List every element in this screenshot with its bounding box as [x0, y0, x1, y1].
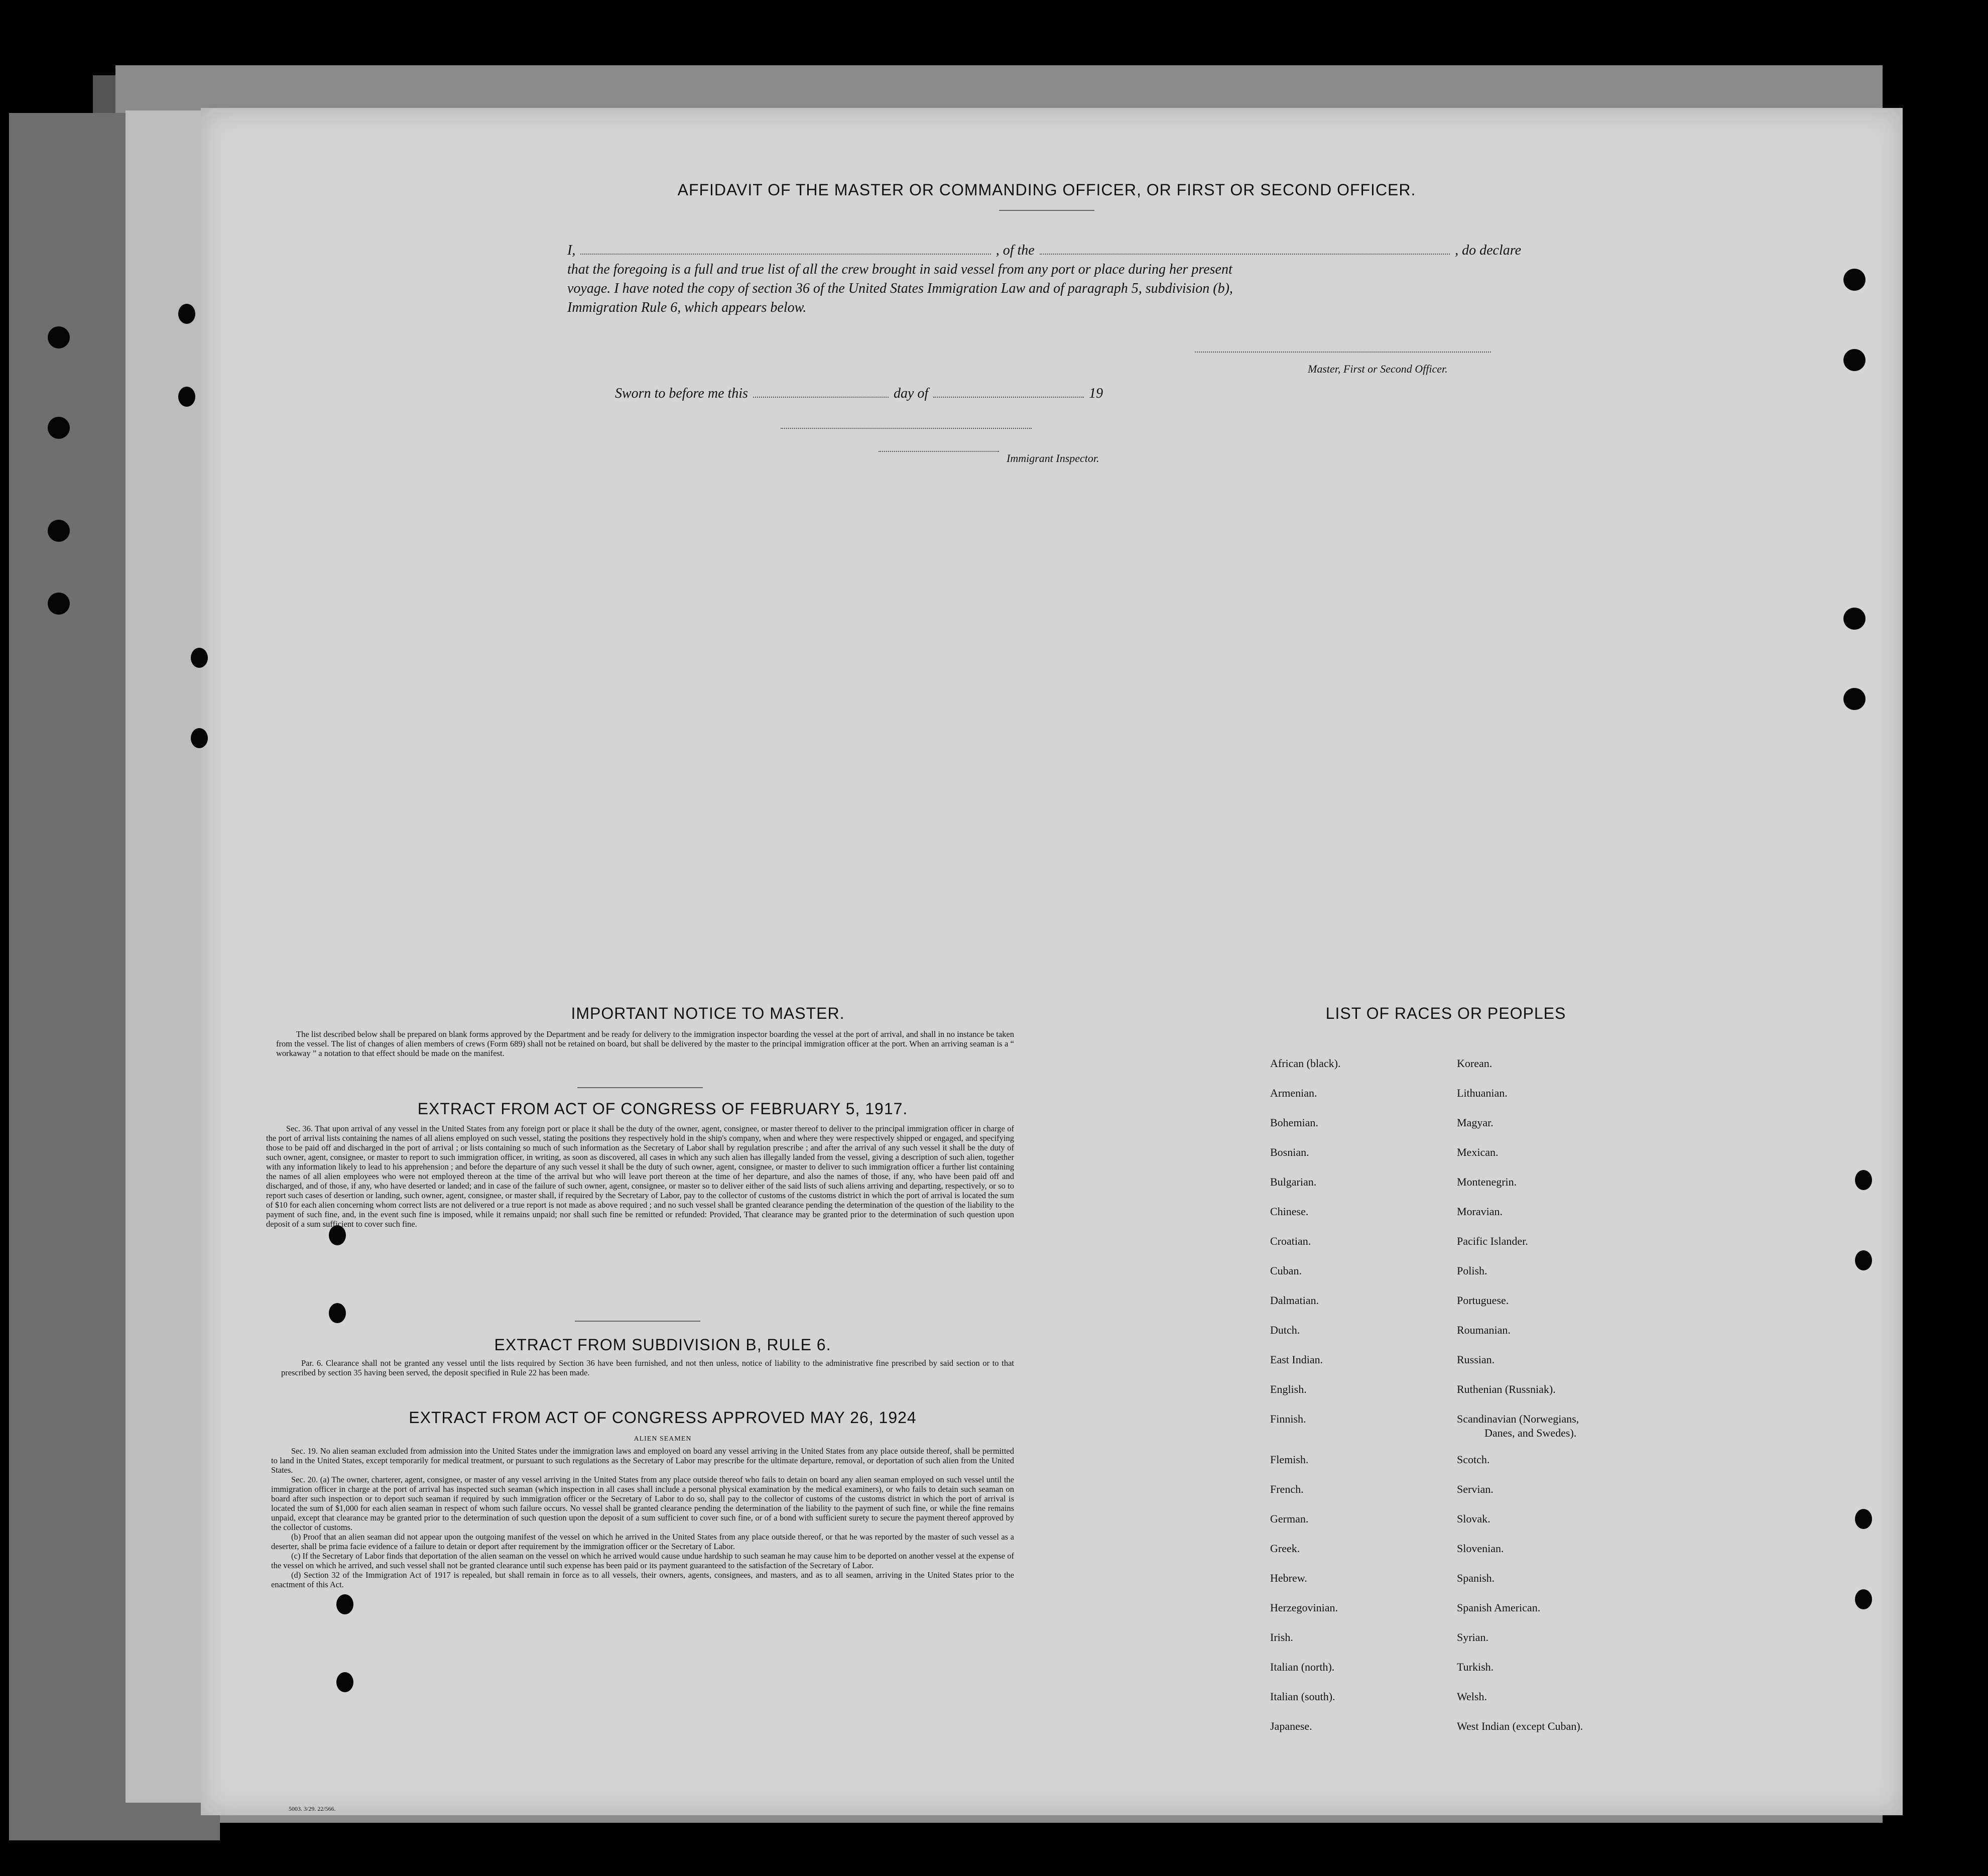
sworn-line — [615, 386, 1217, 402]
binding-hole — [48, 417, 70, 439]
race-item: Polish. — [1457, 1264, 1487, 1277]
races-heading: LIST OF RACES OR PEOPLES — [1325, 1004, 1566, 1022]
race-item: German. — [1270, 1512, 1309, 1525]
notice-paragraph: The list described below shall be prepared on blank forms approved by the Department and be ready for delivery to the immigration inspector boarding the vessel at the port of arrival, and shall in no instance be taken from the vessel. The list of changes of alien members of crews (Form 689) shall not be retained on board, but shall be delivered by the master to the principal immigration officer at the port. When an arriving seaman is a “ workaway ” a notation to that effect should be made on the manifest. — [276, 1029, 1014, 1058]
title-rule — [999, 210, 1094, 211]
punch-hole — [336, 1594, 353, 1614]
race-item: Servian. — [1457, 1483, 1494, 1495]
binding-hole — [48, 520, 70, 542]
punch-hole — [1855, 1589, 1872, 1609]
extract-rule6-paragraph: Par. 6. Clearance shall not be granted any vessel until the lists required by Section 36 have been furnished, and not then unless, notice of liability to the administrative fine prescribed by said section or to that prescribed by section 35 having been served, the deposit specified in Rule 22 has been made. — [281, 1358, 1014, 1377]
punch-hole — [1843, 688, 1866, 710]
extract-1917-text — [266, 1124, 1014, 1229]
race-item: Hebrew. — [1270, 1572, 1307, 1584]
race-item: Finnish. — [1270, 1413, 1306, 1425]
sworn-day-field[interactable] — [753, 386, 889, 398]
race-item: Syrian. — [1457, 1631, 1488, 1644]
race-item: Spanish. — [1457, 1572, 1495, 1584]
race-item: Flemish. — [1270, 1453, 1309, 1466]
extract-1924-sec20c: (c) If the Secretary of Labor finds that deportation of the alien seaman on the vessel on which he arrived would cause undue hardship to such seaman he may cause him to be deported on another vessel at the expense of the vessel on which he arrived, and such vessel shall not be granted clearance until such expense has been paid or its payment guaranteed to the satisfaction of the Secretary of Labor. — [271, 1551, 1014, 1570]
race-item: Dutch. — [1270, 1324, 1300, 1336]
race-item: Ruthenian (Russniak). — [1457, 1383, 1556, 1395]
inspector-label: Immigrant Inspector. — [1007, 452, 1099, 464]
inspector-signature-field-2[interactable] — [879, 451, 999, 452]
inspector-signature-field[interactable] — [781, 428, 1032, 429]
race-item: African (black). — [1270, 1057, 1341, 1070]
race-item: East Indian. — [1270, 1353, 1323, 1366]
sworn-day-of: day of — [893, 386, 929, 401]
punch-hole — [1843, 269, 1866, 291]
race-item: Danes, and Swedes). — [1484, 1427, 1577, 1439]
affidavit-i: I, — [567, 243, 576, 258]
race-item: Welsh. — [1457, 1690, 1487, 1703]
punch-hole — [178, 304, 195, 324]
binding-hole — [48, 593, 70, 615]
race-item: Dalmatian. — [1270, 1294, 1319, 1307]
extract-rule6-heading: EXTRACT FROM SUBDIVISION B, RULE 6. — [494, 1336, 831, 1354]
punch-hole — [191, 728, 208, 748]
race-item: Montenegrin. — [1457, 1176, 1517, 1188]
race-item: Korean. — [1457, 1057, 1493, 1070]
extract-1917-heading: EXTRACT FROM ACT OF CONGRESS OF FEBRUARY 5, 1917. — [417, 1100, 908, 1118]
race-item: Armenian. — [1270, 1087, 1317, 1099]
race-item: Croatian. — [1270, 1235, 1311, 1247]
extract-1924-subheading: ALIEN SEAMEN — [634, 1435, 692, 1443]
race-item: Italian (north). — [1270, 1661, 1335, 1673]
race-item: Magyar. — [1457, 1116, 1494, 1129]
sworn-month-field[interactable] — [933, 386, 1084, 398]
race-item: Italian (south). — [1270, 1690, 1335, 1703]
extract-1924-text — [271, 1446, 1014, 1589]
race-item: Bosnian. — [1270, 1146, 1309, 1158]
race-item: Lithuanian. — [1457, 1087, 1508, 1099]
affidavit-line: voyage. I have noted the copy of section 36 of the United States Immigration Law and of paragraph 5, subdivision (b), — [567, 281, 1233, 296]
race-item: West Indian (except Cuban). — [1457, 1720, 1583, 1732]
race-item: Greek. — [1270, 1542, 1300, 1555]
extract-1924-heading: EXTRACT FROM ACT OF CONGRESS APPROVED MAY 26, 1924 — [409, 1409, 917, 1427]
race-item: Turkish. — [1457, 1661, 1494, 1673]
race-item: Herzegovinian. — [1270, 1601, 1338, 1614]
affidavit-text — [567, 241, 1521, 317]
race-item: Scotch. — [1457, 1453, 1490, 1466]
form-code: 5003. 3/29. 22/566. — [289, 1805, 336, 1812]
extract-1917-paragraph: Sec. 36. That upon arrival of any vessel in the United States from any foreign port or place it shall be the duty of the owner, agent, consignee, or master thereof to deliver to the principal immigration officer in charge of the port of arrival lists containing the names of all aliens employed on such vessel, stating the positions they respectively hold in the ship's company, when and where they were respectively shipped or engaged, and specifying those to be paid off and discharged in the port of arrival ; or lists containing so much of such information as the Secretary of Labor shall by regulation prescribe ; and after the arrival of any such vessel it shall be the duty of such owner, agent, consignee, or master to report to such immigration officer, in writing, as soon as discovered, all cases in which any such alien has illegally landed from the vessel, giving a description of such alien, together with any information likely to lead to his apprehension ; and before the departure of any such vessel it shall be the duty of such owner, agent, consignee, or master to deliver to such immigration officer a further list containing the names of all alien employees who were not employed thereon at the time of the arrival but who will leave port thereon at the time of her departure, and also the names of those, if any, who have been paid off and discharged, and of those, if any, who have deserted or landed; and in case of the failure of such owner, agent, consignee, or master so to deliver either of the said lists of such aliens arriving and departing, respectively, or so to report such cases of desertion or landing, such owner, agent, consignee, or master shall, if required by the Secretary of Labor, pay to the collector of customs of the customs district in which the port of arrival is located the sum of $10 for each alien concerning whom correct lists are not delivered or a true report is not made as above required ; and no such vessel shall be granted clearance pending the determination of the question of the liability to the payment of such fine, and, in the event such fine is imposed, while it remains unpaid; nor shall such fine be remitted or refunded: Provided, That clearance may be granted prior to the determination of such question upon deposit of a sum sufficient to cover such fine. — [266, 1124, 1014, 1229]
punch-hole — [1855, 1170, 1872, 1190]
affidavit-first-line — [567, 241, 1521, 260]
section-rule — [577, 1087, 703, 1088]
race-item: French. — [1270, 1483, 1304, 1495]
master-signature-label: Master, First or Second Officer. — [1308, 363, 1448, 375]
race-item: Mexican. — [1457, 1146, 1499, 1158]
race-item: Bulgarian. — [1270, 1176, 1317, 1188]
extract-1924-sec20b: (b) Proof that an alien seaman did not appear upon the outgoing manifest of the vessel on which he arrived in the United States from any place outside thereof, or that he was reported by the master of such vessel as a deserter, shall be prima facie evidence of a failure to detain or deport after requirement by the immigration officer or the Secretary of Labor. — [271, 1532, 1014, 1551]
affidavit-title: AFFIDAVIT OF THE MASTER OR COMMANDING OFFICER, OR FIRST OR SECOND OFFICER. — [677, 181, 1416, 199]
race-item: Slovenian. — [1457, 1542, 1504, 1555]
sworn-year: 19 — [1089, 386, 1103, 401]
race-item: Spanish American. — [1457, 1601, 1541, 1614]
punch-hole — [336, 1672, 353, 1692]
notice-text — [276, 1029, 1014, 1058]
race-item: Chinese. — [1270, 1205, 1309, 1218]
vessel-name-field[interactable] — [1040, 243, 1450, 255]
race-item: Scandinavian (Norwegians, — [1457, 1413, 1579, 1425]
punch-hole — [1855, 1250, 1872, 1270]
punch-hole — [191, 648, 208, 668]
race-item: Moravian. — [1457, 1205, 1503, 1218]
extract-1924-sec20a: Sec. 20. (a) The owner, charterer, agent, consignee, or master of any vessel arriving in the United States from any place outside thereof who fails to detain on board any alien seaman employed on such vessel until the immigration officer in charge at the port of arrival has inspected such seaman (which inspection in all cases shall include a personal physical examination by the medical examiners), or who fails to detain such seaman on board after such inspection or to deport such seaman if required by such immigration officer or the Secretary of Labor to do so, shall pay to the collector of customs of the customs district in which the port of arrival is located the sum of $1,000 for each alien seaman in respect of whom such failure occurs. No vessel shall be granted clearance pending the determination of the liability to the payment of such fine, or while the fine remains unpaid, except that clearance may be granted prior to the determination of such question upon the deposit of a sum sufficient to cover such fine, or of a bond with sufficient surety to secure the payment thereof approved by the collector of customs. — [271, 1475, 1014, 1532]
punch-hole — [329, 1303, 346, 1323]
race-item: English. — [1270, 1383, 1307, 1395]
notice-heading: IMPORTANT NOTICE TO MASTER. — [571, 1004, 845, 1022]
race-item: Portuguese. — [1457, 1294, 1509, 1307]
sworn-prefix: Sworn to before me this — [615, 386, 748, 401]
race-item: Roumanian. — [1457, 1324, 1511, 1336]
master-signature-field[interactable] — [1195, 351, 1491, 353]
binding-hole — [48, 326, 70, 348]
affidavit-of-the: , of the — [996, 243, 1035, 258]
punch-hole — [178, 387, 195, 407]
section-rule — [575, 1321, 700, 1322]
punch-hole — [1843, 608, 1866, 630]
punch-hole — [1843, 349, 1866, 371]
race-item: Bohemian. — [1270, 1116, 1318, 1129]
race-item: Slovak. — [1457, 1512, 1490, 1525]
punch-hole — [1855, 1509, 1872, 1529]
extract-rule6-text — [281, 1358, 1014, 1377]
race-item: Irish. — [1270, 1631, 1293, 1644]
officer-name-field[interactable] — [580, 243, 990, 255]
race-item: Japanese. — [1270, 1720, 1312, 1732]
affidavit-line: that the foregoing is a full and true list of all the crew brought in said vessel from any port or place during her present — [567, 262, 1232, 277]
race-item: Cuban. — [1270, 1264, 1302, 1277]
extract-1924-sec19: Sec. 19. No alien seaman excluded from admission into the United States under the immigration laws and employed on board any vessel arriving in the United States from any place outside thereof, shall be permitted to land in the United States, except temporarily for medical treatment, or pursuant to such regulations as the Secretary of Labor may prescribe for the ultimate departure, removal, or deportation of such alien from the United States. — [271, 1446, 1014, 1475]
affidavit-line: Immigration Rule 6, which appears below. — [567, 300, 807, 315]
race-item: Pacific Islander. — [1457, 1235, 1528, 1247]
extract-1924-sec20d: (d) Section 32 of the Immigration Act of 1917 is repealed, but shall remain in force as to all vessels, their owners, agents, consignees, and masters, and as to all seamen, arriving in the United States prior to the enactment of this Act. — [271, 1570, 1014, 1589]
race-item: Russian. — [1457, 1353, 1495, 1366]
affidavit-do-declare: , do declare — [1455, 243, 1521, 258]
